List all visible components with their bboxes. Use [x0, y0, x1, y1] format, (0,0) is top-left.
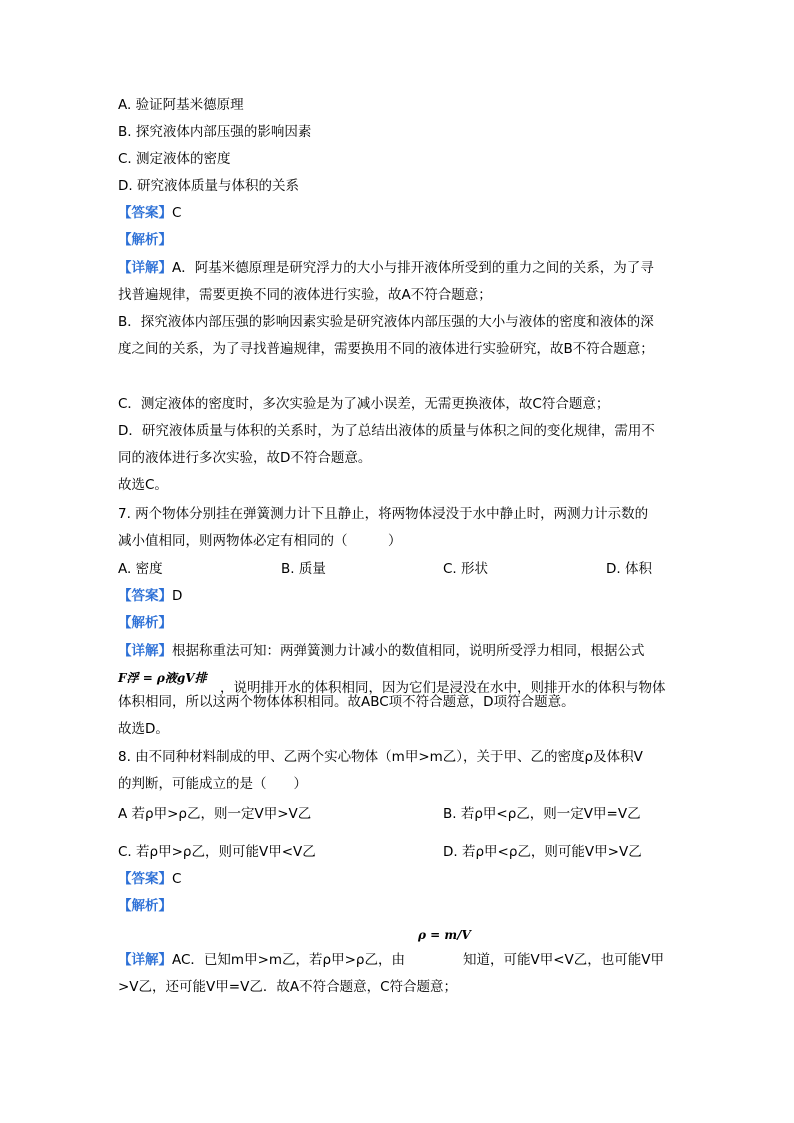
q7-detail-line-2: ，说明排开水的体积相同，因为它们是浸没在水中，则排开水的体积与物体 — [220, 680, 666, 696]
q8-analysis-tag: 【解析】 — [118, 898, 172, 914]
q7-detail-line-3: 体积相同，所以这两个物体体积相同。故ABC项不符合题意，D项符合题意。 — [118, 694, 575, 710]
q8-answer-line — [118, 869, 181, 889]
q6-option-d: D. 研究液体质量与体积的关系 — [118, 178, 299, 194]
q7-conclusion: 故选D。 — [118, 721, 169, 737]
q7-option-c: C. 形状 — [443, 561, 489, 577]
density-formula — [418, 928, 471, 942]
q6-analysis-tag: 【解析】 — [118, 232, 172, 248]
q7-option-b: B. 质量 — [281, 561, 326, 577]
q8-detail-text-1a: AC．已知m甲>m乙，若ρ甲>ρ乙，由 — [172, 952, 405, 968]
q6-detail-line-1 — [118, 258, 654, 278]
q6-detail-line-3: B．探究液体内部压强的影响因素实验是研究液体内部压强的大小与液体的密度和液体的深 — [118, 314, 654, 330]
q8-answer: C — [172, 871, 182, 887]
q8-option-b: B. 若ρ甲<ρ乙，则一定V甲=V乙 — [443, 806, 641, 822]
q6-answer: C — [172, 205, 182, 221]
q6-detail-line-6: D．研究液体质量与体积的关系时，为了总结出液体的质量与体积之间的变化规律，需用不 — [118, 423, 655, 439]
answer-tag: 【答案】 — [118, 588, 172, 604]
answer-tag: 【答案】 — [118, 205, 172, 221]
q6-answer-line — [118, 203, 181, 223]
density-formula-text: ρ = m/V — [418, 928, 471, 942]
q7-option-d: D. 体积 — [606, 561, 652, 577]
q8-stem-line-1: 8. 由不同种材料制成的甲、乙两个实心物体（m甲>m乙），关于甲、乙的密度ρ及体积V — [118, 749, 643, 765]
q6-option-c: C. 测定液体的密度 — [118, 151, 231, 167]
q8-option-d: D. 若ρ甲<ρ乙，则可能V甲>V乙 — [443, 844, 642, 860]
q8-stem-line-2: 的判断，可能成立的是（ ） — [118, 776, 307, 792]
q6-detail-line-5: C．测定液体的密度时，多次实验是为了减小误差，无需更换液体，故C符合题意； — [118, 396, 610, 412]
detail-tag: 【详解】 — [118, 643, 172, 659]
q8-detail-text-1b: 知道，可能V甲<V乙，也可能V甲 — [463, 952, 665, 968]
q7-analysis-tag: 【解析】 — [118, 615, 172, 631]
q7-detail-line-1 — [118, 641, 645, 661]
buoyancy-formula — [118, 669, 207, 686]
q7-detail-text-1: 根据称重法可知：两弹簧测力计减小的数值相同，说明所受浮力相同，根据公式 — [172, 643, 645, 659]
q7-answer: D — [172, 588, 183, 604]
answer-tag: 【答案】 — [118, 871, 172, 887]
detail-tag: 【详解】 — [118, 952, 172, 968]
q7-answer-line — [118, 586, 182, 606]
q8-option-a: A 若ρ甲>ρ乙，则一定V甲>V乙 — [118, 806, 312, 822]
detail-tag: 【详解】 — [118, 260, 172, 276]
q6-detail-line-4: 度之间的关系，为了寻找普遍规律，需要换用不同的液体进行实验研究，故B不符合题意； — [118, 341, 654, 357]
q7-stem-line-2: 减小值相同，则两物体必定有相同的（ ） — [118, 533, 402, 549]
q6-detail-line-2: 找普遍规律，需要更换不同的液体进行实验，故A不符合题意； — [118, 287, 492, 303]
q6-option-a: A. 验证阿基米德原理 — [118, 97, 244, 113]
q6-option-b: B. 探究液体内部压强的影响因素 — [118, 124, 312, 140]
formula-text: F浮 = ρ液gV排 — [118, 671, 207, 685]
q8-detail-line-2: >V乙，还可能V甲=V乙．故A不符合题意，C符合题意； — [118, 979, 457, 995]
q7-stem-line-1: 7. 两个物体分别挂在弹簧测力计下且静止，将两物体浸没于水中静止时，两测力计示数的 — [118, 506, 649, 522]
q6-detail-text-1: A．阿基米德原理是研究浮力的大小与排开液体所受到的重力之间的关系，为了寻 — [172, 260, 654, 276]
q6-conclusion: 故选C。 — [118, 477, 168, 493]
q8-option-c: C. 若ρ甲>ρ乙，则可能V甲<V乙 — [118, 844, 316, 860]
q6-detail-line-7: 同的液体进行多次实验，故D不符合题意。 — [118, 450, 372, 466]
q7-option-a: A. 密度 — [118, 561, 163, 577]
q8-detail-line-1 — [118, 950, 405, 970]
